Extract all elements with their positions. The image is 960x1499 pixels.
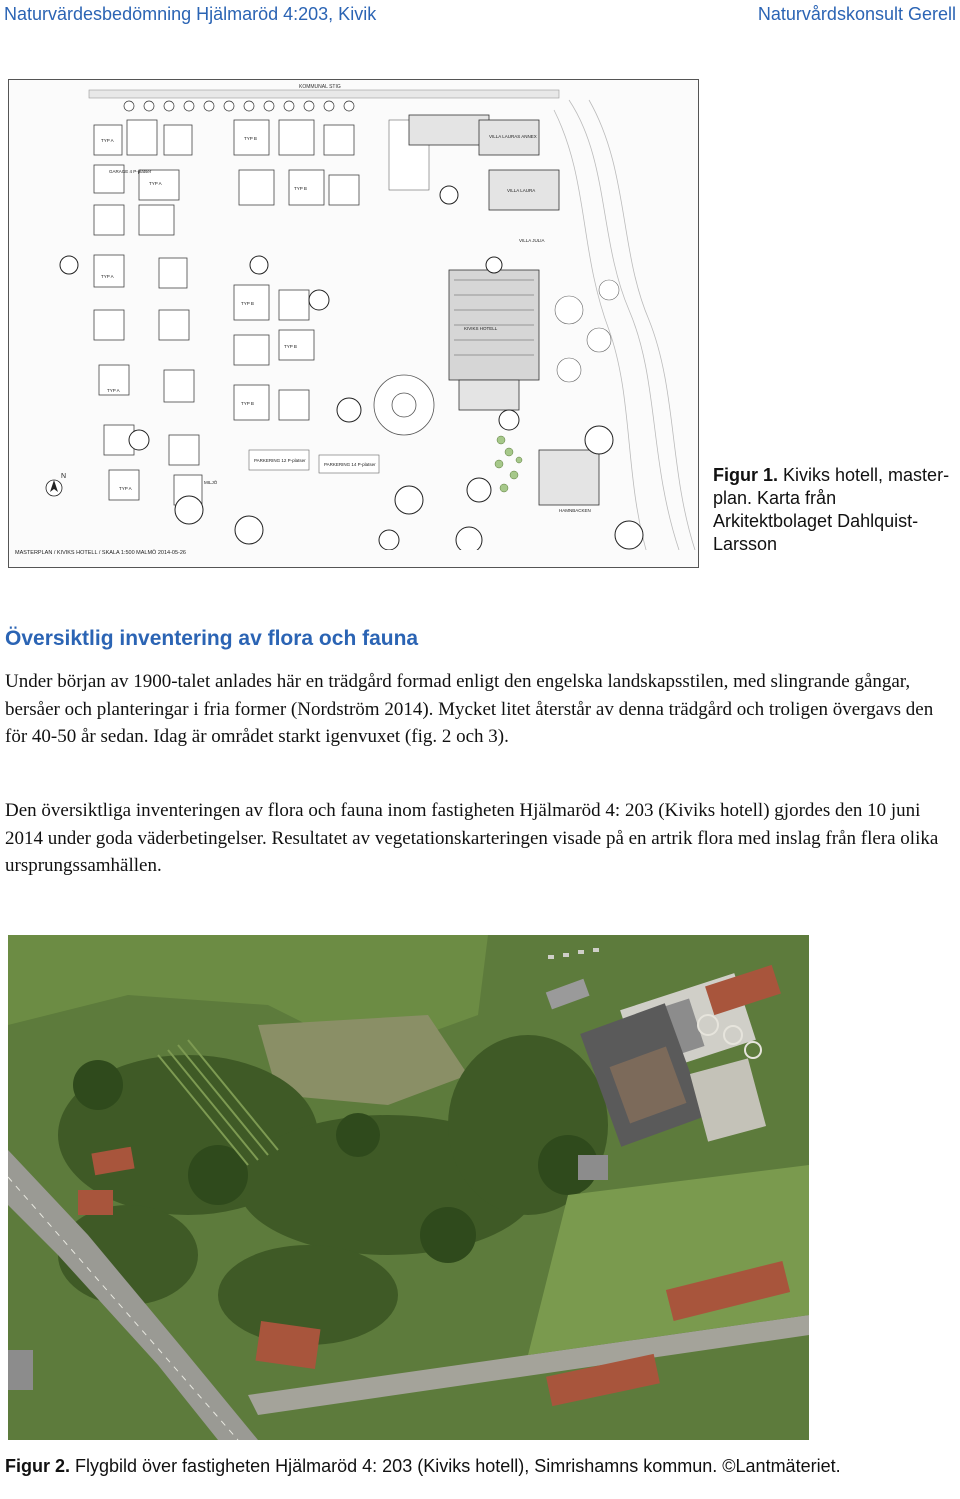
figure2-caption-label: Figur 2.: [5, 1456, 71, 1476]
header-document-title: Naturvärdesbedömning Hjälmaröd 4:203, Kivik: [4, 4, 377, 24]
figure2-caption-text: Flygbild över fastigheten Hjälmaröd 4: 203 (Kiviks hotell), Simrishamns kommun. ©Lantmäteriet.: [70, 1456, 841, 1476]
map-street-label: KOMMUNAL STIG: [299, 84, 341, 90]
header-author: Naturvårdskonsult Gerell: [757, 4, 956, 24]
map-villa-laura-label: VILLA LAURA: [507, 188, 536, 193]
map-parkering-12-label: PARKERING 12 P-platser: [254, 458, 306, 463]
map-typ-b-label: TYP B: [241, 301, 254, 306]
map-kiviks-hotell-label: KIVIKS HOTELL: [464, 326, 498, 331]
map-typ-a-label: TYP A: [107, 388, 120, 393]
map-typ-b-label: TYP B: [294, 186, 307, 191]
figure2-caption: [5, 1455, 955, 1477]
map-villa-lauras-annex-label: VILLA LAURAS ANNEX: [489, 134, 537, 139]
figure2-aerial-photo: [8, 935, 809, 1440]
map-typ-a-label: TYP A: [101, 274, 114, 279]
map-hamnbacken-label: HAMNBACKEN: [559, 508, 591, 513]
map-typ-a-label: TYP A: [119, 486, 132, 491]
figure1-caption-label: Figur 1.: [713, 465, 779, 485]
section-heading: Översiktlig inventering av flora och fauna: [5, 627, 419, 650]
map-title-block: MASTERPLAN / KIVIKS HOTELL / SKALA 1:500 MALMÖ 2014-05-26: [15, 550, 186, 556]
figure1-masterplan-image: [8, 79, 699, 568]
figure1-caption: [713, 464, 953, 556]
paragraph-1: Under början av 1900-talet anlades här en trädgård formad enligt den engelska landskapsstilen, med slingrande gångar, bersåer och planteringar i fria former (Nordström 2014). Mycket litet återstår av denna trädgård och troligen övergavs den för 40-50 år sedan. Idag är området starkt igenvuxet (fig. 2 och 3).: [5, 671, 934, 747]
figure1-caption-text: Kiviks hotell, master-plan. Karta från Arkitektbolaget Dahlquist-Larsson: [713, 465, 950, 554]
paragraph-2: Den översiktliga inventeringen av flora och fauna inom fastigheten Hjälmaröd 4: 203 (Kiviks hotell) gjordes den 10 juni 2014 under goda väderbetingelser. Resultatet av vegetationskarteringen visade på en artrik flora med inslag från flera olika ursprungssamhällen.: [5, 800, 939, 876]
map-parkering-14-label: PARKERING 14 P-platser: [324, 462, 376, 467]
map-typ-b-label: TYP B: [241, 401, 254, 406]
map-north-label: N: [61, 473, 67, 480]
map-typ-b-label: TYP B: [244, 136, 257, 141]
map-garage-label: GARAGE 4 P-platser: [109, 169, 152, 174]
map-typ-b-label: TYP B: [284, 344, 297, 349]
map-villa-julia-label: VILLA JULIA: [519, 238, 545, 243]
map-miljo-label: MILJÖ: [204, 480, 218, 485]
map-typ-a-label: TYP A: [101, 138, 114, 143]
map-typ-a-label: TYP A: [149, 181, 162, 186]
